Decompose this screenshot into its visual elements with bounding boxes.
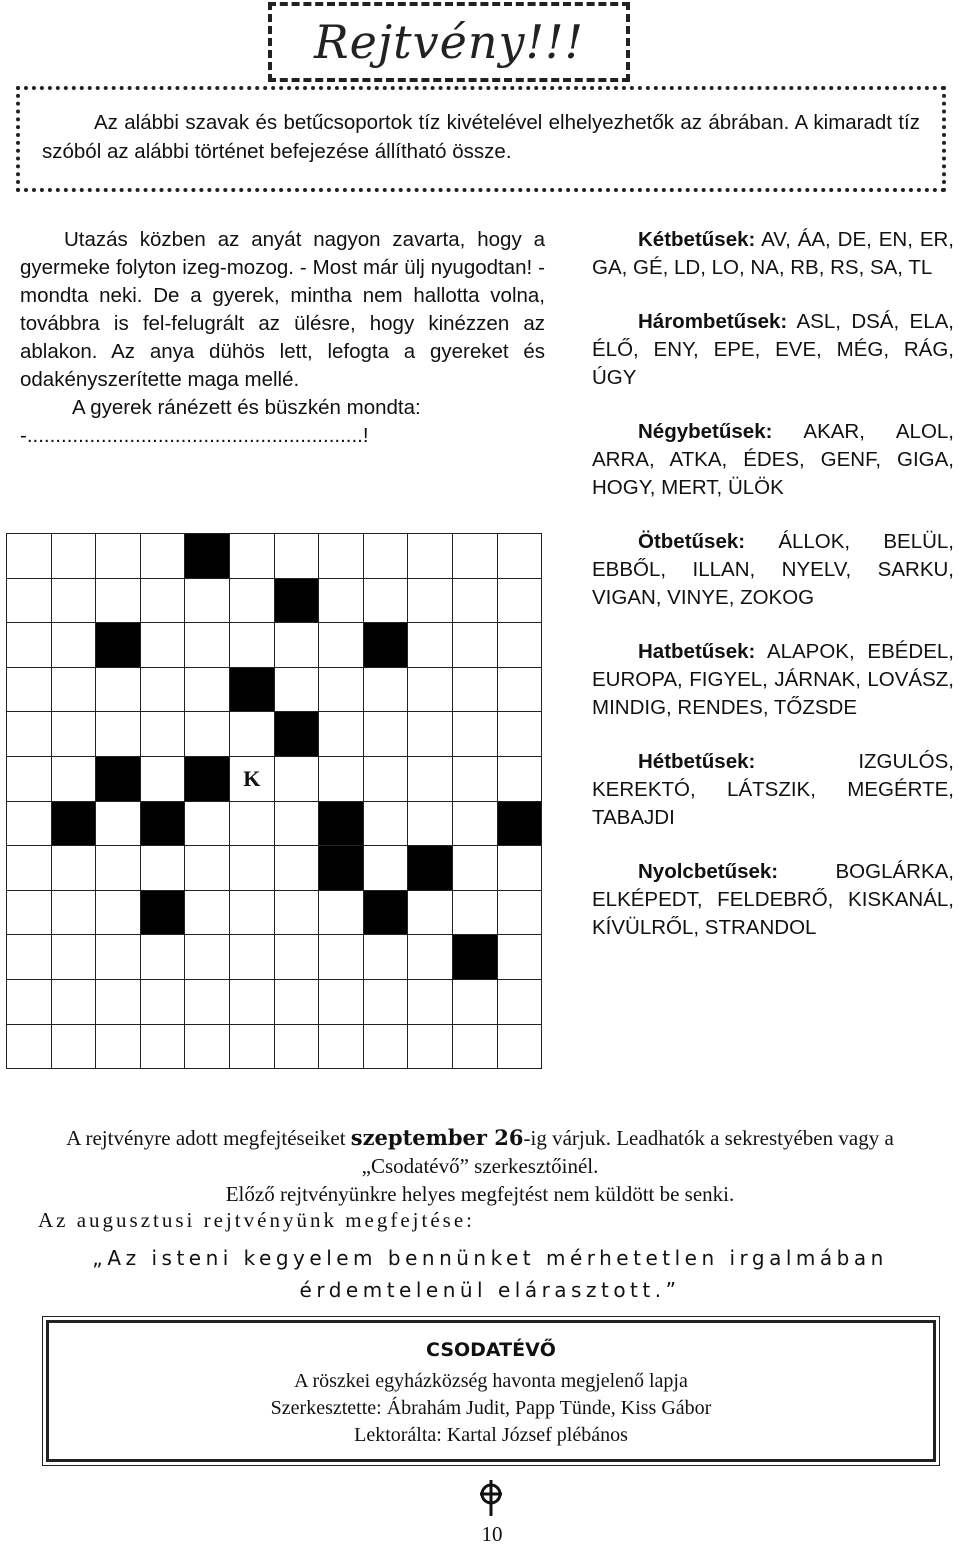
grid-cell [7, 890, 52, 935]
grid-cell [363, 1024, 408, 1069]
grid-cell [51, 534, 96, 579]
publication-name: CSODATÉVŐ [426, 1339, 556, 1361]
grid-cell [408, 756, 453, 801]
grid-cell [452, 1024, 497, 1069]
grid-cell [452, 979, 497, 1024]
previous-solution-label: Az augusztusi rejtvényünk megfejtése: [38, 1208, 475, 1232]
grid-row [7, 756, 542, 801]
grid-cell [7, 801, 52, 846]
grid-cell [408, 667, 453, 712]
grid-cell [96, 935, 141, 980]
grid-cell [140, 667, 185, 712]
grid-cell [96, 1024, 141, 1069]
word-group [592, 418, 954, 502]
grid-cell [96, 667, 141, 712]
grid-cell [497, 979, 542, 1024]
word-group-label: Nyolcbetűsek: [638, 860, 779, 883]
colophon-line-3: Lektorálta: Kartal József plébános [354, 1424, 628, 1446]
grid-cell-black [185, 756, 230, 801]
grid-cell-black [274, 712, 319, 757]
grid-cell [274, 979, 319, 1024]
grid-cell [229, 890, 274, 935]
grid-cell [185, 801, 230, 846]
grid-cell [96, 890, 141, 935]
grid-cell [7, 667, 52, 712]
grid-cell [140, 534, 185, 579]
intro-text: Az alábbi szavak és betűcsoportok tíz kivételével elhelyezhetők az ábrában. A kimaradt tíz szóból az alábbi történet befejezése állítható össze. [42, 111, 920, 163]
grid-cell [274, 801, 319, 846]
title-box [268, 2, 630, 82]
grid-cell-black [96, 756, 141, 801]
grid-cell [452, 534, 497, 579]
story-blank: -...........................................................! [20, 424, 369, 447]
grid-row [7, 667, 542, 712]
grid-cell [408, 623, 453, 668]
grid-cell [185, 667, 230, 712]
grid-cell [96, 801, 141, 846]
grid-row [7, 801, 542, 846]
grid-cell [497, 667, 542, 712]
grid-cell [140, 712, 185, 757]
grid-cell-black [408, 846, 453, 891]
grid-cell-black [185, 534, 230, 579]
grid-cell [452, 623, 497, 668]
word-group [592, 308, 954, 392]
grid-cell [497, 578, 542, 623]
grid-cell [229, 623, 274, 668]
grid-cell [408, 890, 453, 935]
grid-row [7, 1024, 542, 1069]
grid-cell [7, 756, 52, 801]
grid-cell [452, 712, 497, 757]
grid-cell [497, 846, 542, 891]
solution-line-1: „Az isteni kegyelem bennünket mérhetetlen irgalmában [92, 1246, 888, 1270]
grid-cell [319, 578, 364, 623]
grid-cell-black [319, 846, 364, 891]
grid-cell [497, 756, 542, 801]
grid-cell [497, 935, 542, 980]
grid-cell [497, 623, 542, 668]
grid-cell [51, 979, 96, 1024]
grid-cell [363, 578, 408, 623]
grid-cell [7, 935, 52, 980]
grid-cell [51, 756, 96, 801]
previous-solution [60, 1242, 920, 1306]
grid-cell [319, 623, 364, 668]
grid-cell [363, 534, 408, 579]
grid-cell [229, 935, 274, 980]
grid-cell [229, 846, 274, 891]
grid-cell [229, 979, 274, 1024]
word-group-label: Ötbetűsek: [638, 530, 746, 553]
grid-cell [319, 712, 364, 757]
grid-cell [363, 935, 408, 980]
word-group-label: Négybetűsek: [638, 420, 773, 443]
word-group-label: Hatbetűsek: [638, 640, 756, 663]
grid-cell [363, 846, 408, 891]
grid-cell [274, 756, 319, 801]
grid-cell [51, 846, 96, 891]
grid-cell [319, 534, 364, 579]
word-group [592, 638, 954, 722]
grid-cell [140, 935, 185, 980]
grid-cell [140, 578, 185, 623]
grid-row [7, 712, 542, 757]
grid-cell [140, 1024, 185, 1069]
word-group [592, 748, 954, 832]
grid-cell [51, 890, 96, 935]
grid-cell [408, 801, 453, 846]
story-paragraph: Utazás közben az anyát nagyon zavarta, hogy a gyermeke folyton izeg-mozog. - Most már ülj nyugodtan! - mondta neki. De a gyerek, mintha nem hallotta volna, továbbra is fel-felugrált az ülésre, hogy kinézzen az ablakon. Az anya dühös lett, lefogta a gyereket és odakényszerítette maga mellé. [20, 228, 545, 391]
grid-cell [140, 623, 185, 668]
grid-cell [51, 623, 96, 668]
grid-cell [229, 534, 274, 579]
word-group-words: ALAPOK, EBÉDEL, EUROPA, FIGYEL, JÁRNAK, LOVÁSZ, MINDIG, RENDES, TŐZSDE [592, 640, 954, 719]
grid-cell-black [140, 890, 185, 935]
deadline-date: szeptember 26 [350, 1125, 524, 1150]
grid-cell [96, 578, 141, 623]
grid-cell-black [363, 623, 408, 668]
grid-cell [274, 623, 319, 668]
grid-cell [452, 667, 497, 712]
grid-cell-black [229, 667, 274, 712]
grid-cell [319, 890, 364, 935]
grid-cell-black [319, 801, 364, 846]
grid-cell [51, 1024, 96, 1069]
page-title: Rejtvény!!! [314, 15, 584, 69]
grid-cell [51, 712, 96, 757]
notice-text: A rejtvényre adott megfejtéseiket [66, 1126, 351, 1150]
grid-cell-black [497, 801, 542, 846]
grid-cell [319, 756, 364, 801]
grid-cell [185, 979, 230, 1024]
grid-row [7, 890, 542, 935]
grid-cell [185, 846, 230, 891]
grid-cell [7, 846, 52, 891]
grid-cell [497, 890, 542, 935]
crossword-table [6, 533, 542, 1069]
grid-cell [7, 712, 52, 757]
grid-cell [452, 890, 497, 935]
grid-cell-black [452, 935, 497, 980]
grid-cell [7, 979, 52, 1024]
grid-cell [408, 1024, 453, 1069]
grid-cell [7, 534, 52, 579]
grid-cell [319, 667, 364, 712]
grid-cell [229, 578, 274, 623]
grid-cell [96, 846, 141, 891]
grid-cell [185, 623, 230, 668]
grid-cell [408, 712, 453, 757]
word-group [592, 528, 954, 612]
grid-cell [408, 935, 453, 980]
grid-cell [185, 935, 230, 980]
word-group-label: Hétbetűsek: [638, 750, 756, 773]
word-group-words: ÁLLOK, BELÜL, EBBŐL, ILLAN, NYELV, SARKU, VIGAN, VINYE, ZOKOG [592, 530, 955, 609]
grid-cell [185, 578, 230, 623]
grid-cell [408, 534, 453, 579]
grid-cell [363, 801, 408, 846]
grid-row [7, 534, 542, 579]
colophon-line-2: Szerkesztette: Ábrahám Judit, Papp Tünde, Kiss Gábor [270, 1397, 712, 1419]
grid-cell [497, 712, 542, 757]
notice-text: -ig várjuk. Leadhatók a sekrestyében vagy a „Csodatévő” szerkesztőinél. [361, 1126, 894, 1178]
page-number: 10 [481, 1522, 503, 1546]
grid-cell [185, 1024, 230, 1069]
story-closing: A gyerek ránézett és büszkén mondta: [72, 396, 421, 419]
grid-row [7, 935, 542, 980]
grid-cell-given-letter: K [229, 756, 274, 801]
grid-cell [51, 578, 96, 623]
grid-cell [408, 578, 453, 623]
grid-cell [363, 667, 408, 712]
grid-cell [497, 1024, 542, 1069]
grid-cell [452, 801, 497, 846]
word-group-label: Hárombetűsek: [638, 310, 788, 333]
grid-cell [7, 578, 52, 623]
grid-row [7, 623, 542, 668]
grid-cell [229, 712, 274, 757]
grid-cell [274, 667, 319, 712]
grid-cell [363, 979, 408, 1024]
grid-cell [452, 578, 497, 623]
intro-box [16, 86, 946, 192]
grid-cell [7, 623, 52, 668]
grid-cell [96, 534, 141, 579]
grid-cell [452, 846, 497, 891]
story [20, 226, 545, 450]
grid-cell [96, 712, 141, 757]
grid-cell-black [140, 801, 185, 846]
grid-cell [185, 712, 230, 757]
colophon-line-1: A röszkei egyházközség havonta megjelenő lapja [294, 1370, 688, 1392]
grid-cell [408, 979, 453, 1024]
word-group-words: BOGLÁRKA, ELKÉPEDT, FELDEBRŐ, KISKANÁL, KÍVÜLRŐL, STRANDOL [592, 860, 954, 939]
crossword-grid [6, 533, 542, 1069]
grid-cell [51, 935, 96, 980]
grid-row [7, 846, 542, 891]
grid-cell [51, 667, 96, 712]
word-group-words: AV, ÁA, DE, EN, ER, GA, GÉ, LD, LO, NA, RB, RS, SA, TL [592, 228, 954, 279]
grid-cell [185, 890, 230, 935]
cross-icon [476, 1478, 506, 1518]
grid-cell [274, 1024, 319, 1069]
grid-cell [274, 935, 319, 980]
colophon-box [46, 1320, 936, 1462]
grid-cell [274, 890, 319, 935]
grid-row [7, 578, 542, 623]
word-list [592, 226, 954, 968]
word-group [592, 858, 954, 942]
grid-cell [452, 756, 497, 801]
word-group-words: AKAR, ALOL, ARRA, ATKA, ÉDES, GENF, GIGA, HOGY, MERT, ÜLÖK [592, 420, 954, 499]
grid-cell [229, 801, 274, 846]
word-group-label: Kétbetűsek: [638, 228, 756, 251]
word-group-words: IZGULÓS, KEREKTÓ, LÁTSZIK, MEGÉRTE, TABAJDI [592, 750, 954, 829]
grid-cell [140, 846, 185, 891]
solution-line-2: érdemtelenül elárasztott.” [299, 1278, 681, 1302]
grid-cell-black [363, 890, 408, 935]
word-group-words: ASL, DSÁ, ELA, ÉLŐ, ENY, EPE, EVE, MÉG, RÁG, ÚGY [592, 310, 954, 389]
grid-cell [229, 1024, 274, 1069]
grid-cell [140, 756, 185, 801]
grid-cell [274, 534, 319, 579]
word-group [592, 226, 954, 282]
grid-cell [497, 534, 542, 579]
grid-cell [7, 1024, 52, 1069]
grid-cell [363, 712, 408, 757]
grid-cell [140, 979, 185, 1024]
submission-notice [20, 1124, 940, 1208]
grid-row [7, 979, 542, 1024]
grid-cell [319, 979, 364, 1024]
notice-line-2: Előző rejtvényünkre helyes megfejtést nem küldött be senki. [225, 1182, 735, 1206]
grid-cell [96, 979, 141, 1024]
grid-cell [274, 846, 319, 891]
grid-cell-black [96, 623, 141, 668]
grid-cell-black [274, 578, 319, 623]
grid-cell [319, 1024, 364, 1069]
notice-line-1 [20, 1124, 940, 1180]
grid-cell [319, 935, 364, 980]
grid-cell-black [51, 801, 96, 846]
grid-cell [363, 756, 408, 801]
